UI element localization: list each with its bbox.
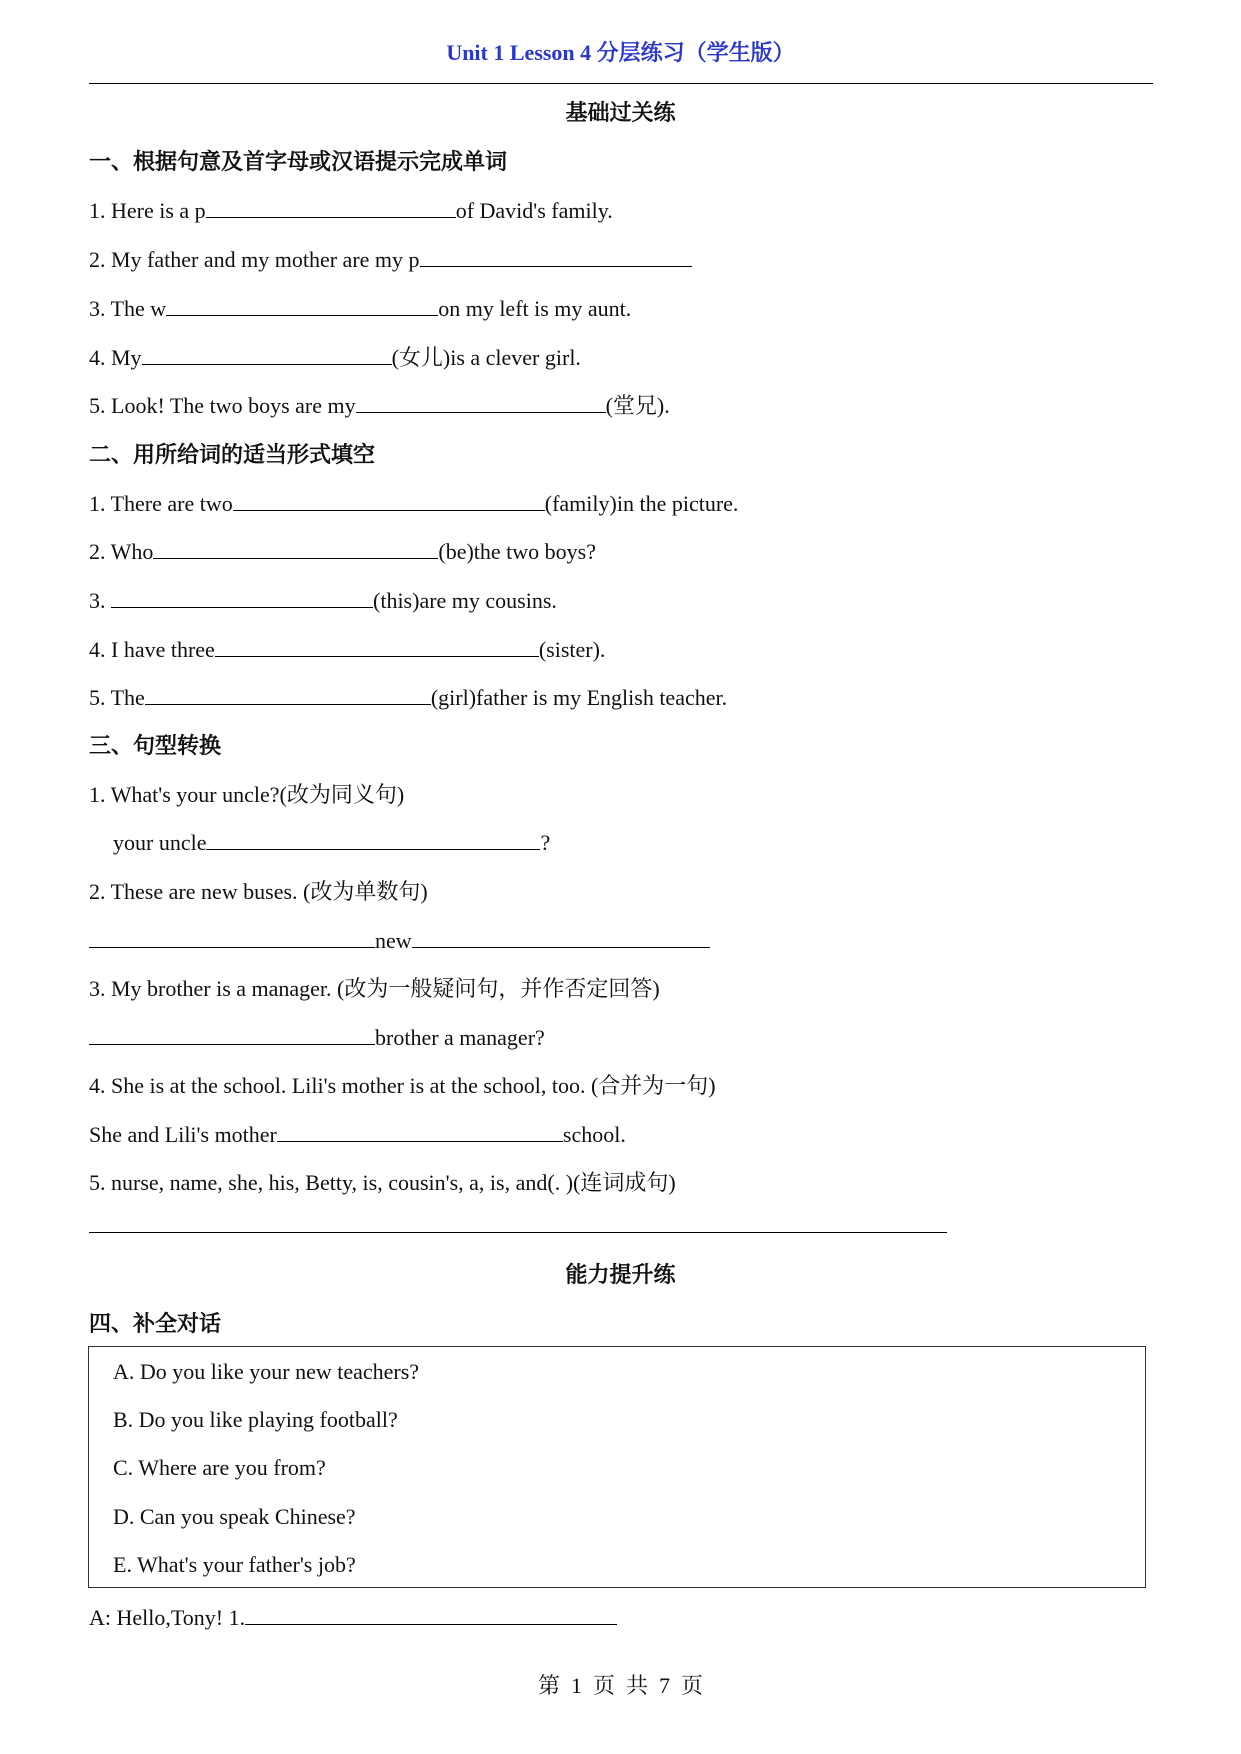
part3-answer-1	[113, 830, 550, 856]
item-text: 4. I have three	[89, 637, 215, 662]
section-title-advanced: 能力提升练	[565, 1262, 676, 1287]
document-title: Unit 1 Lesson 4 分层练习（学生版）	[446, 40, 795, 65]
item-text: A: Hello,Tony! 1.	[89, 1605, 246, 1630]
dialog-line-1	[89, 1605, 617, 1631]
item-text: your uncle	[113, 830, 207, 855]
item-text: brother a manager?	[375, 1025, 545, 1050]
part2-item-5	[89, 685, 727, 711]
answer-line-full[interactable]	[89, 1232, 947, 1233]
answer-blank[interactable]	[412, 929, 710, 948]
answer-blank[interactable]	[166, 297, 438, 316]
part3-heading: 三、句型转换	[89, 733, 222, 758]
part1-item-4	[89, 345, 581, 371]
item-text: of David's family.	[455, 198, 613, 223]
item-text: She and Lili's mother	[89, 1122, 277, 1147]
part3-question-1: 1. What's your uncle?(改为同义句)	[89, 782, 405, 807]
part2-item-1	[89, 491, 738, 517]
answer-blank[interactable]	[89, 929, 375, 948]
item-text: 2. My father and my mother are my p	[89, 247, 420, 272]
option-e: E. What's your father's job?	[113, 1552, 356, 1577]
item-text: (女儿)is a clever girl.	[391, 345, 581, 370]
part2-item-4	[89, 637, 605, 663]
part3-question-2: 2. These are new buses. (改为单数句)	[89, 879, 428, 904]
item-text: (family)in the picture.	[544, 491, 739, 516]
option-a: A. Do you like your new teachers?	[113, 1359, 420, 1384]
answer-blank[interactable]	[89, 1026, 375, 1045]
item-text: 5. Look! The two boys are my	[89, 393, 356, 418]
item-text: 3. The w	[89, 296, 167, 321]
item-text: school.	[562, 1122, 626, 1147]
header-divider	[89, 83, 1153, 84]
answer-blank[interactable]	[420, 248, 692, 267]
part4-heading: 四、补全对话	[89, 1311, 222, 1336]
dialog-options-box	[88, 1346, 1146, 1588]
item-text: (堂兄).	[605, 393, 670, 418]
answer-blank[interactable]	[233, 492, 545, 511]
item-text: on my left is my aunt.	[438, 296, 632, 321]
item-text: 3.	[89, 588, 111, 613]
part3-question-4: 4. She is at the school. Lili's mother is at the school, too. (合并为一句)	[89, 1073, 716, 1098]
part3-answer-4	[89, 1122, 626, 1148]
answer-blank[interactable]	[245, 1606, 617, 1625]
item-text: (be)the two boys?	[438, 539, 596, 564]
item-text: (this)are my cousins.	[373, 588, 557, 613]
page-number: 第 1 页 共 7 页	[537, 1673, 703, 1698]
part1-heading: 一、根据句意及首字母或汉语提示完成单词	[89, 149, 508, 174]
item-text: 2. Who	[89, 539, 154, 564]
part1-item-5	[89, 393, 670, 419]
part3-answer-2	[89, 928, 710, 954]
answer-blank[interactable]	[111, 589, 373, 608]
answer-blank[interactable]	[153, 540, 438, 559]
answer-blank[interactable]	[142, 346, 392, 365]
answer-blank[interactable]	[206, 831, 540, 850]
answer-blank[interactable]	[277, 1123, 563, 1142]
item-text: ?	[540, 830, 551, 855]
item-text: 1. Here is a p	[89, 198, 206, 223]
option-d: D. Can you speak Chinese?	[113, 1504, 356, 1529]
item-text: new	[375, 928, 412, 953]
part3-question-3: 3. My brother is a manager. (改为一般疑问句，并作否定回答)	[89, 976, 660, 1001]
part2-item-3	[89, 588, 557, 614]
answer-blank[interactable]	[145, 686, 431, 705]
part1-item-3	[89, 296, 631, 322]
part3-answer-3	[89, 1025, 545, 1051]
option-c: C. Where are you from?	[113, 1455, 326, 1480]
part1-item-1	[89, 198, 613, 224]
item-text: 1. There are two	[89, 491, 233, 516]
part2-heading: 二、用所给词的适当形式填空	[89, 442, 376, 467]
answer-blank[interactable]	[215, 638, 539, 657]
part1-item-2	[89, 247, 692, 273]
item-text: 5. The	[89, 685, 145, 710]
item-text: (sister).	[538, 637, 606, 662]
item-text: (girl)father is my English teacher.	[430, 685, 728, 710]
section-title-basic: 基础过关练	[565, 100, 676, 125]
item-text: 4. My	[89, 345, 142, 370]
answer-blank[interactable]	[206, 199, 456, 218]
option-b: B. Do you like playing football?	[113, 1407, 398, 1432]
answer-blank[interactable]	[356, 394, 606, 413]
part3-question-5: 5. nurse, name, she, his, Betty, is, cousin's, a, is, and(. )(连词成句)	[89, 1170, 676, 1195]
part2-item-2	[89, 539, 596, 565]
